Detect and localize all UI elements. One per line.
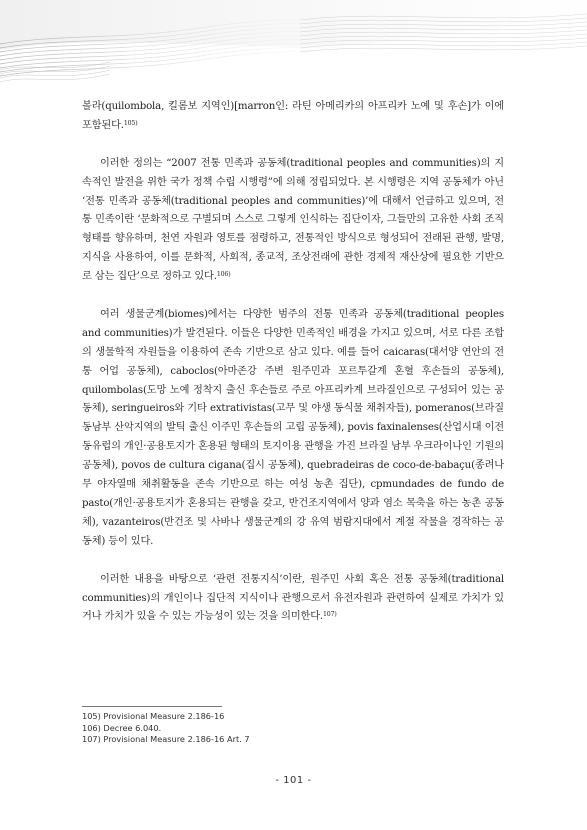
main-text — [82, 98, 504, 646]
paragraph-text: 이러한 내용을 바탕으로 ‘관련 전통지식’이란, 원주민 사회 혹은 전통 공동체(traditional communities)의 개인이나 집단적 지식이나 관행으로서 유전자원과 관련하여 실제로 가치가 있거나 가치가 있을 수 있는 가능성이 있는 것을 의미한다. — [82, 573, 504, 623]
paragraph-text: 볼라(quilombola, 킬롬보 지역인)[marron인: 라틴 아메리카의 아프리카 노예 및 후손]가 이에 포함된다. — [82, 101, 504, 131]
paragraph-1 — [82, 98, 504, 136]
paragraph-3 — [82, 306, 504, 552]
footnote-divider — [82, 706, 222, 707]
footnote-106: 106) Decree 6.040. — [82, 722, 162, 733]
footnote-ref: 106) — [216, 271, 231, 279]
wave-pattern-graphic — [0, 0, 587, 92]
footnote-105: 105) Provisional Measure 2.186-16 — [82, 711, 225, 721]
paragraph-text: 이러한 정의는 “2007 전통 민족과 공동체(traditional peoples and communities)의 지속적인 발전을 위한 국가 정책 수립 시행령”에 의해 정립되었다. 본 시행령은 지역 공동체가 아닌 ‘전통 민족과 공동체(traditional peoples and communities)’에 대해서 언급하고 있으며, 전통 민족이란 ‘문화적으로 구별되며 스스로 그렇게 인식하는 집단이자, 그들만의 고유한 사회 조직 형태를 향유하며, 천연 자원과 영토를 점령하고, 전통적인 방식으로 형성되어 전래된 관행, 발명, 지식을 사용하여, 이를 문화적, 사회적, 종교적, 조상전래에 관한 경제적 재산상에 필요한 기반으로 삼는 집단’으로 정하고 있다. — [82, 157, 504, 283]
footnote-107: 107) Provisional Measure 2.186-16 Art. 7 — [82, 734, 250, 745]
paragraph-2 — [82, 155, 504, 287]
footnote-ref: 105) — [123, 119, 138, 127]
header-decoration — [0, 0, 587, 92]
paragraph-text: 여러 생물군계(biomes)에서는 다양한 범주의 전통 민족과 공동체(traditional peoples and communities)가 발견된다. 이들은 다양한 민족적인 배경을 가지고 있으며, 서로 다른 조합의 생물학적 자원들을 이용하여 존속 기반으로 삼고 있다. 예를 들어 caicaras(대서양 연안의 전통 어업 공동체), caboclos(아마존강 주변 원주민과 포르투갈계 혼혈 후손들의 공동체), quilombolas(도망 노예 정착지 출신 후손들로 주로 아프리카계 브라질인으로 구성되어 있는 공동체), seringueiros와 기타 extrativistas(고무 및 야생 동식물 채취자들), pomeranos(브라질 동남부 산악지역의 발틱 출신 이주민 후손들의 고립 공동체), povis faxinalenses(산업시대 이전 동유럽의 개인·공용토지가 혼용된 형태의 토지이용 관행을 가진 브라질 남부 우크라이나인 기원의 공동체), povos de cultura cigana(집시 공동체), quebradeiras de coco-de-babaçu(종려나무 야자열매 채취활동을 존속 기반으로 하는 여성 농촌 집단), cpmundades de fundo de pasto(개인·공용토지가 혼용되는 관행을 갖고, 반건조지역에서 양과 염소 목축을 하는 농촌 공동체), vazanteiros(반건조 및 사바나 생물군계의 강 유역 범람지대에서 계절 작물을 경작하는 공동체) 등이 있다. — [82, 308, 504, 547]
paragraph-4 — [82, 571, 504, 628]
footnote-ref: 107) — [323, 611, 337, 619]
page-number: - 101 - — [275, 775, 312, 786]
footnotes — [82, 711, 502, 746]
